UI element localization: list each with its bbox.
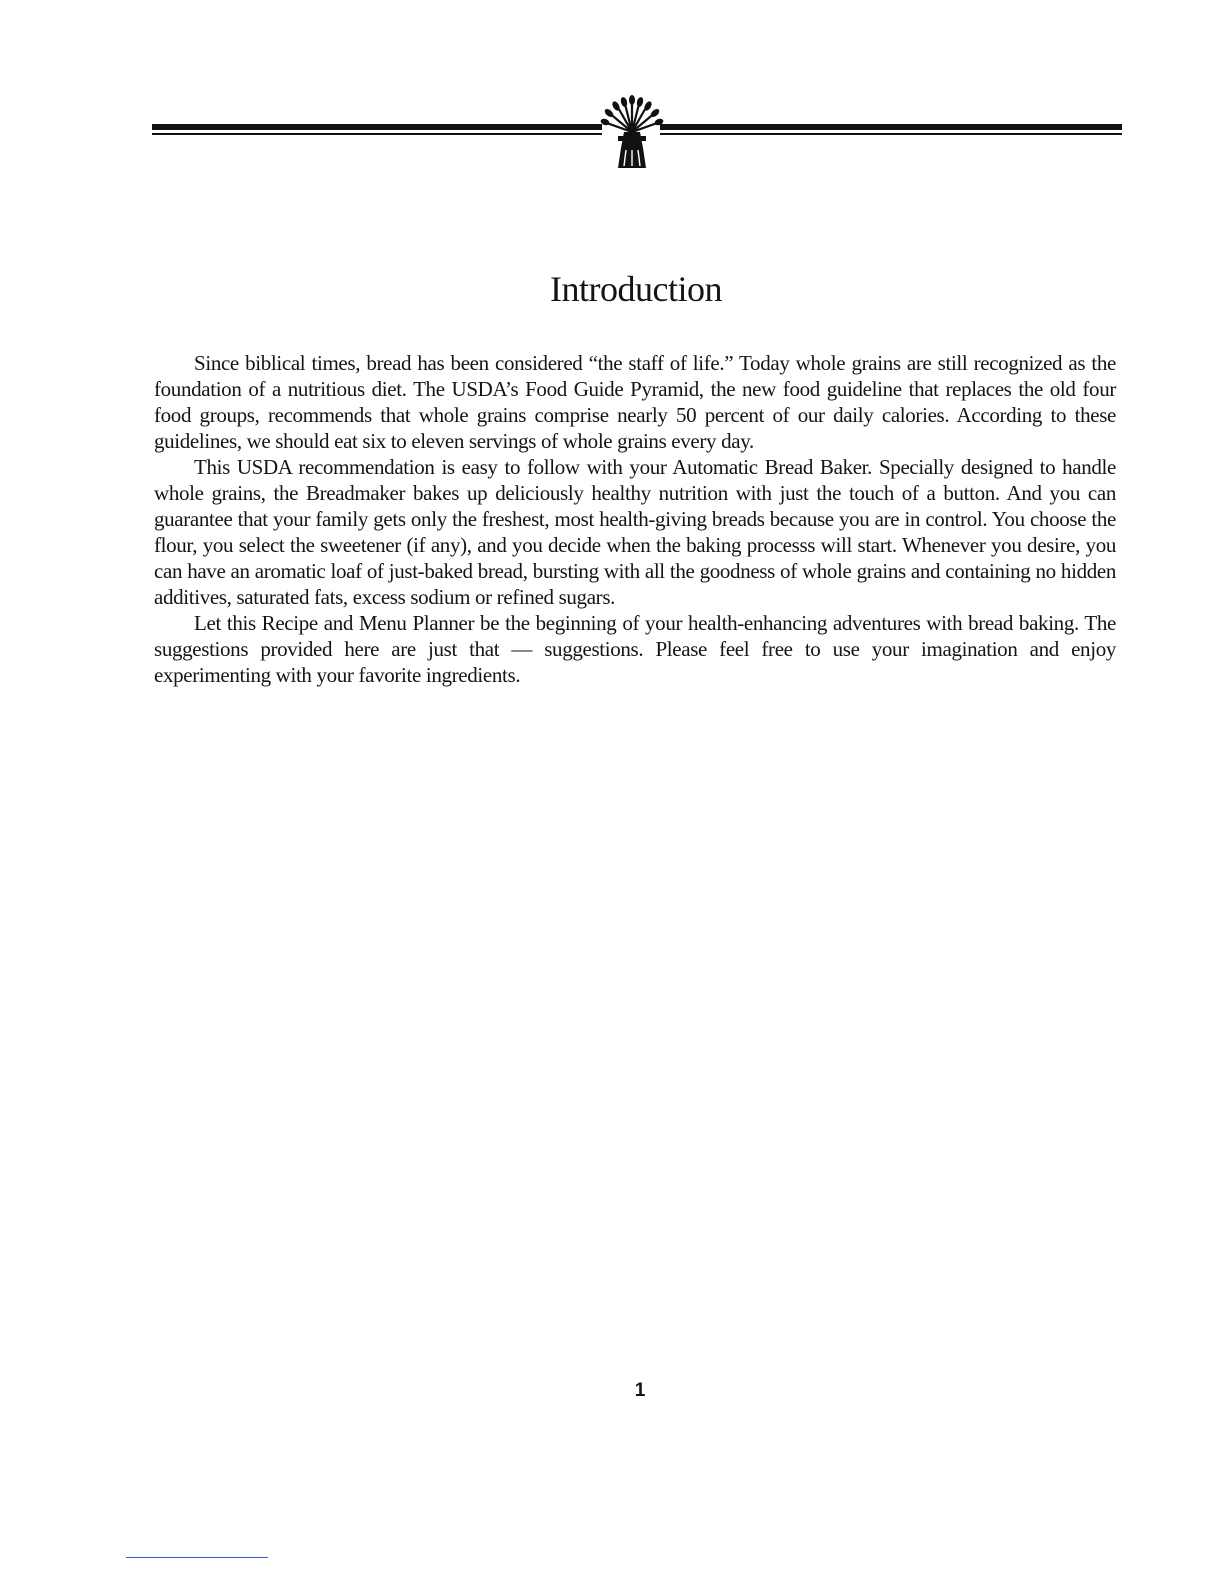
paragraph: Since biblical times, bread has been considered “the staff of life.” Today whole grains are still recognized as the foundation of a nutritious diet. The USDA’s Food Guide Pyramid, the new food guideline that replaces the old four food groups, recommends that whole grains comprise nearly 50 percent of our daily calories. According to these guidelines, we should eat six to eleven servings of whole grains every day.: [154, 351, 1116, 453]
paragraph: This USDA recommendation is easy to follow with your Automatic Bread Baker. Specially designed to handle whole grains, the Breadmaker bakes up deliciously healthy nutrition with just the touch of a button. And you can guarantee that your family gets only the freshest, most health-giving breads because you are in control. You choose the flour, you select the sweetener (if any), and you decide when the baking processs will start. Whenever you desire, you can have an aromatic loaf of just-baked bread, bursting with all the goodness of whole grains and containing no hidden additives, saturated fats, excess sodium or refined sugars.: [154, 455, 1116, 609]
header-rule-right: [660, 124, 1122, 138]
body-text: [154, 350, 1116, 688]
page-title: Introduction: [550, 269, 722, 309]
footnote-rule: [126, 1557, 268, 1558]
wheat-sheaf-icon: [596, 92, 668, 172]
paragraph: Let this Recipe and Menu Planner be the beginning of your health-enhancing adventures with bread baking. The suggestions provided here are just that — suggestions. Please feel free to use your imagination and enjoy experimenting with your favorite ingredients.: [154, 611, 1116, 687]
header-rule-left: [152, 124, 602, 138]
page-number: 1: [634, 1380, 646, 1401]
